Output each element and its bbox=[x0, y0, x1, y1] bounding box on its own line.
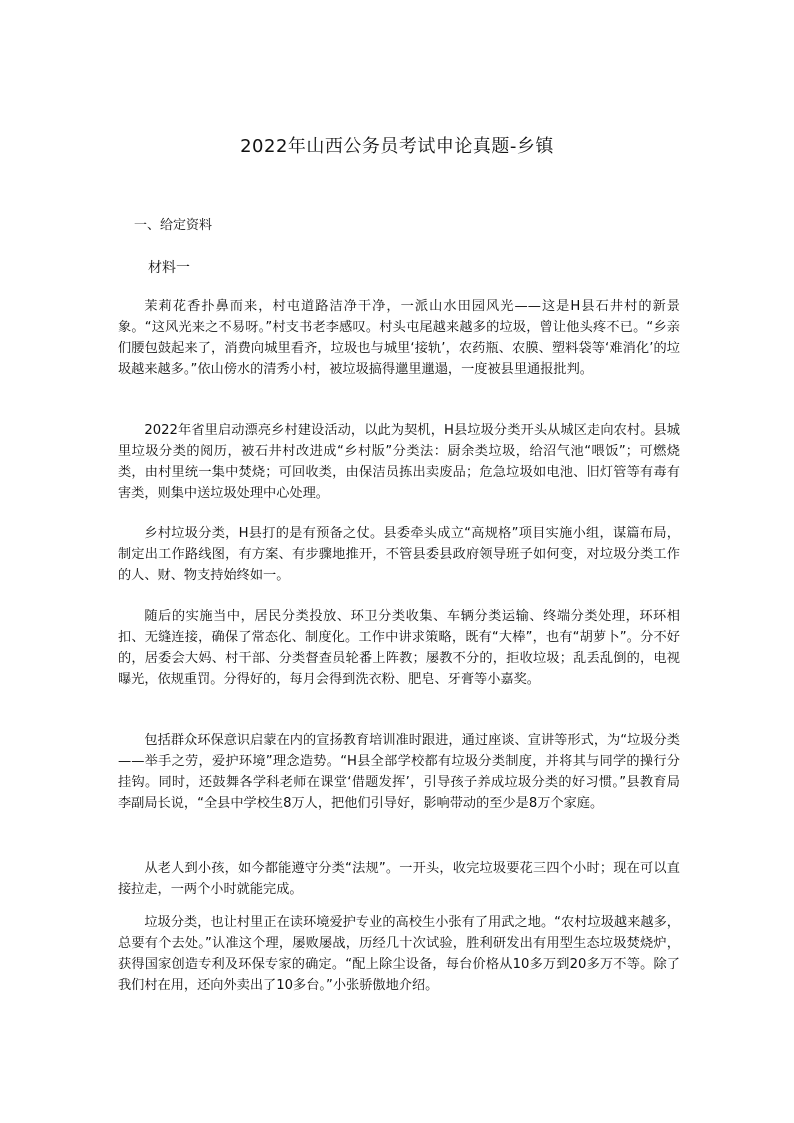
paragraph-2: 2022年省里启动漂亮乡村建设活动，以此为契机，H县垃圾分类开头从城区走向农村。县城里垃圾分类的阅历，被石井村改进成“乡村版”分类法：厨余类垃圾，给沼气池“喂饭”；可燃烧类，由村里统一集中焚烧；可回收类，由保洁员拣出卖废品；危急垃圾如电池、旧灯管等有毒有害类，则集中送垃圾处理中心处理。 bbox=[118, 423, 680, 501]
document-title: 2022年山西公务员考试申论真题-乡镇 bbox=[240, 136, 554, 157]
paragraph-4: 随后的实施当中，居民分类投放、环卫分类收集、车辆分类运输、终端分类处理，环环相扣、无缝连接，确保了常态化、制度化。工作中讲求策略，既有“大棒”，也有“胡萝卜”。分不好的，居委会大妈、村干部、分类督查员轮番上阵教；屡教不分的，拒收垃圾；乱丢乱倒的，电视曝光，依规重罚。分得好的，每月会得到洗衣粉、肥皂、牙膏等小嘉奖。 bbox=[118, 609, 680, 687]
paragraph-3: 乡村垃圾分类，H县打的是有预备之仗。县委牵头成立“高规格”项目实施小组，谋篇布局，制定出工作路线图，有方案、有步骤地推开，不管县委县政府领导班子如何变，对垃圾分类工作的人、财、物支持始终如一。 bbox=[118, 526, 680, 583]
section-heading: 一、给定资料 bbox=[134, 218, 213, 233]
paragraph-6: 从老人到小孩，如今都能遵守分类“法规”。一开头，收完垃圾要花三四个小时；现在可以直接拉走，一两个小时就能完成。 bbox=[118, 861, 680, 897]
paragraph-7: 垃圾分类，也让村里正在读环境爱护专业的高校生小张有了用武之地。“农村垃圾越来越多，总要有个去处。”认准这个理，屡败屡战，历经几十次试验，胜利研发出有用型生态垃圾焚烧炉，获得国家创造专利及环保专家的确定。“配上除尘设备，每台价格从10多万到20多万不等。除了我们村在用，还向外卖出了10多台。”小张骄傲地介绍。 bbox=[118, 915, 680, 993]
material-label: 材料一 bbox=[148, 260, 190, 276]
paragraph-5: 包括群众环保意识启蒙在内的宣扬教育培训准时跟进，通过座谈、宣讲等形式，为“垃圾分类——举手之劳，爱护环境”理念造势。“H县全部学校都有垃圾分类制度，并将其与同学的操行分挂钩。同时，还鼓舞各学科老师在课堂‘借题发挥’，引导孩子养成垃圾分类的好习惯。”县教育局李副局长说，“全县中学校生8万人，把他们引导好，影响带动的至少是8万个家庭。 bbox=[118, 733, 680, 811]
paragraph-1: 茉莉花香扑鼻而来，村屯道路洁净干净，一派山水田园风光——这是H县石井村的新景象。“这风光来之不易呀。”村支书老李感叹。村头屯尾越来越多的垃圾，曾让他头疼不已。“乡亲们腰包鼓起来了，消费向城里看齐，垃圾也与城里‘接轨’，农药瓶、农膜、塑料袋等‘难消化’的垃圾越来越多。”依山傍水的清秀小村，被垃圾搞得邋里邋遢，一度被县里通报批判。 bbox=[118, 299, 680, 377]
